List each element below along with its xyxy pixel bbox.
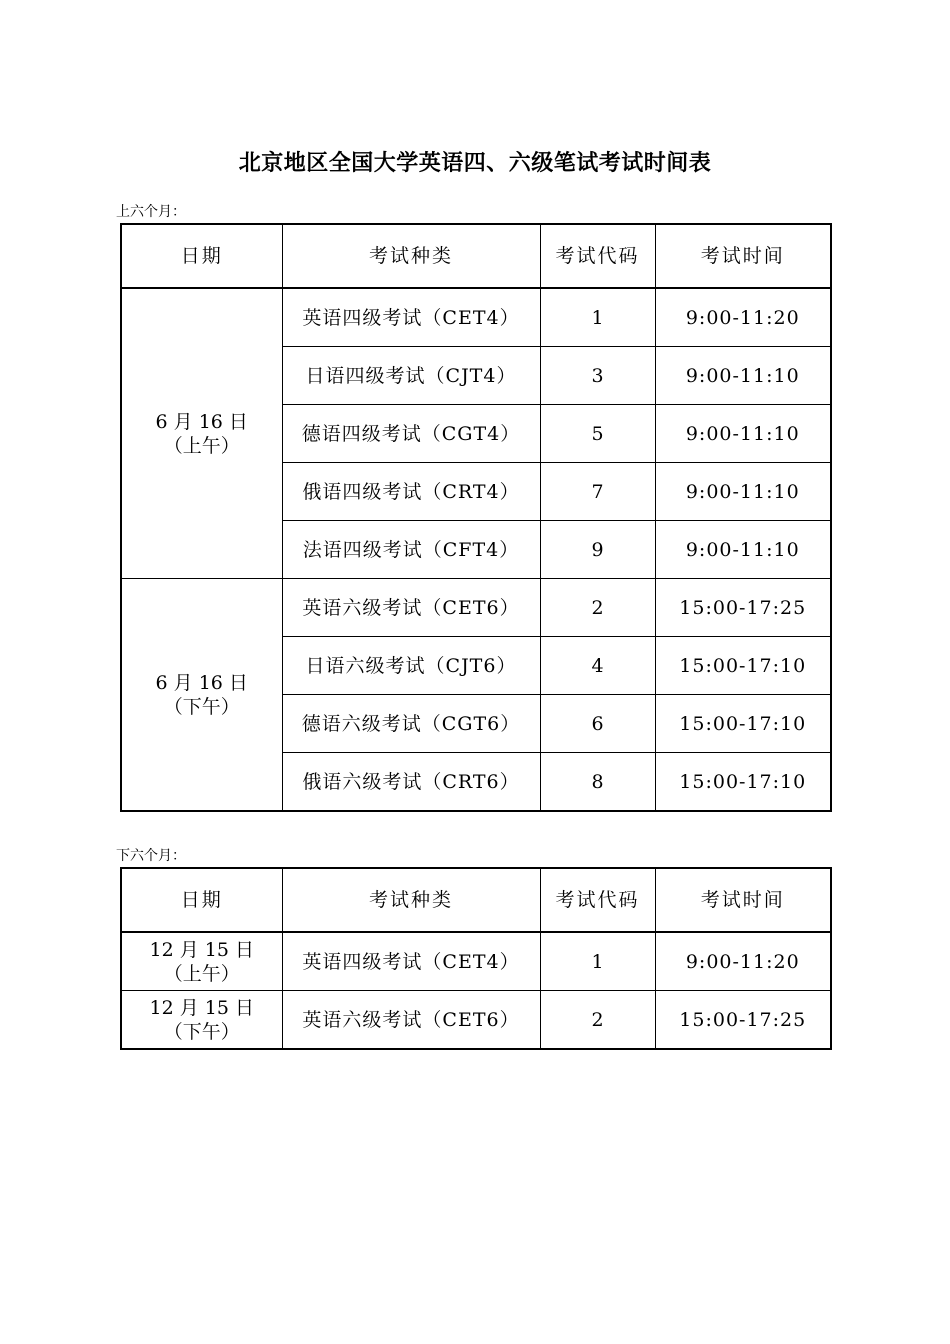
exam-time-cell: 9:00-11:10 xyxy=(655,347,831,405)
exam-time-cell: 15:00-17:25 xyxy=(655,579,831,637)
exam-type-cell: 日语四级考试（CJT4） xyxy=(282,347,540,405)
header-exam-time: 考试时间 xyxy=(655,224,831,288)
exam-time-cell: 15:00-17:10 xyxy=(655,753,831,812)
exam-type-cell: 俄语四级考试（CRT4） xyxy=(282,463,540,521)
date-line: 12 月 15 日 xyxy=(149,938,254,961)
header-date: 日期 xyxy=(121,224,282,288)
exam-type-cell: 法语四级考试（CFT4） xyxy=(282,521,540,579)
exam-type-cell: 德语六级考试（CGT6） xyxy=(282,695,540,753)
header-exam-type: 考试种类 xyxy=(282,224,540,288)
exam-time-cell: 15:00-17:10 xyxy=(655,695,831,753)
header-exam-code: 考试代码 xyxy=(540,224,655,288)
date-cell xyxy=(121,991,282,1050)
first-half-schedule-table xyxy=(120,223,832,812)
header-exam-type: 考试种类 xyxy=(282,868,540,932)
exam-code-cell: 3 xyxy=(540,347,655,405)
first-half-label: 上六个月： xyxy=(116,204,186,220)
exam-time-cell: 9:00-11:10 xyxy=(655,405,831,463)
date-period: （下午） xyxy=(163,1020,240,1043)
exam-code-cell: 7 xyxy=(540,463,655,521)
exam-time-cell: 9:00-11:10 xyxy=(655,463,831,521)
exam-type-cell: 俄语六级考试（CRT6） xyxy=(282,753,540,812)
date-line: 12 月 15 日 xyxy=(149,996,254,1019)
exam-type-cell: 英语六级考试（CET6） xyxy=(282,991,540,1050)
date-period: （下午） xyxy=(163,695,240,718)
exam-type-cell: 英语四级考试（CET4） xyxy=(282,288,540,347)
date-line: 6 月 16 日 xyxy=(155,671,248,694)
table-header-row xyxy=(121,868,831,932)
table-row xyxy=(121,579,831,637)
second-half-label: 下六个月： xyxy=(116,848,186,864)
exam-code-cell: 5 xyxy=(540,405,655,463)
exam-type-cell: 英语四级考试（CET4） xyxy=(282,932,540,991)
exam-code-cell: 9 xyxy=(540,521,655,579)
exam-type-cell: 日语六级考试（CJT6） xyxy=(282,637,540,695)
page-title: 北京地区全国大学英语四、六级笔试考试时间表 xyxy=(238,151,712,176)
second-half-schedule-table xyxy=(120,867,832,1050)
exam-code-cell: 4 xyxy=(540,637,655,695)
exam-time-cell: 9:00-11:20 xyxy=(655,288,831,347)
table-header-row xyxy=(121,224,831,288)
exam-code-cell: 6 xyxy=(540,695,655,753)
header-date: 日期 xyxy=(121,868,282,932)
table-row xyxy=(121,932,831,991)
date-cell xyxy=(121,288,282,579)
date-period: （上午） xyxy=(163,962,240,985)
table-row xyxy=(121,288,831,347)
date-cell xyxy=(121,932,282,991)
header-exam-code: 考试代码 xyxy=(540,868,655,932)
exam-code-cell: 1 xyxy=(540,288,655,347)
exam-code-cell: 2 xyxy=(540,991,655,1050)
exam-time-cell: 9:00-11:20 xyxy=(655,932,831,991)
exam-time-cell: 15:00-17:25 xyxy=(655,991,831,1050)
exam-time-cell: 9:00-11:10 xyxy=(655,521,831,579)
exam-type-cell: 英语六级考试（CET6） xyxy=(282,579,540,637)
exam-type-cell: 德语四级考试（CGT4） xyxy=(282,405,540,463)
exam-code-cell: 1 xyxy=(540,932,655,991)
table-row xyxy=(121,991,831,1050)
exam-code-cell: 8 xyxy=(540,753,655,812)
exam-time-cell: 15:00-17:10 xyxy=(655,637,831,695)
date-line: 6 月 16 日 xyxy=(155,410,248,433)
date-period: （上午） xyxy=(163,434,240,457)
exam-code-cell: 2 xyxy=(540,579,655,637)
header-exam-time: 考试时间 xyxy=(655,868,831,932)
date-cell xyxy=(121,579,282,812)
